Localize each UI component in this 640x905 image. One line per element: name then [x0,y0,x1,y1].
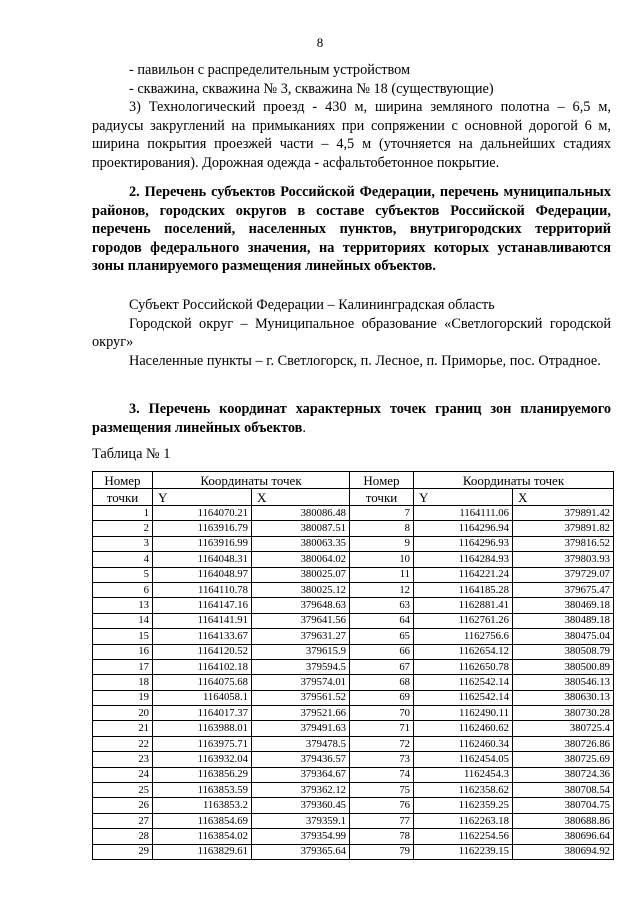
table-row [93,567,614,582]
x-coordinate-cell: 379354.99 [252,829,350,844]
header-coords: Координаты точек [153,472,350,489]
point-number-cell: 67 [350,659,414,674]
x-coordinate-cell: 379364.67 [252,767,350,782]
x-coordinate-cell: 379641.56 [252,613,350,628]
y-coordinate-cell: 1162460.62 [414,721,513,736]
point-number-cell: 28 [93,829,153,844]
y-coordinate-cell: 1163932.04 [153,752,252,767]
y-coordinate-cell: 1163916.79 [153,521,252,536]
y-coordinate-cell: 1164110.78 [153,582,252,597]
x-coordinate-cell: 380489.18 [513,613,614,628]
x-coordinate-cell: 379803.93 [513,552,614,567]
y-coordinate-cell: 1162650.78 [414,659,513,674]
point-number-cell: 27 [93,813,153,828]
point-number-cell: 78 [350,829,414,844]
point-number-cell: 6 [93,582,153,597]
header-y: Y [153,489,252,506]
y-coordinate-cell: 1164075.68 [153,675,252,690]
point-number-cell: 15 [93,629,153,644]
x-coordinate-cell: 379574.01 [252,675,350,690]
point-number-cell: 70 [350,706,414,721]
y-coordinate-cell: 1164017.37 [153,706,252,721]
y-coordinate-cell: 1164048.97 [153,567,252,582]
point-number-cell: 9 [350,536,414,551]
x-coordinate-cell: 380688.86 [513,813,614,828]
y-coordinate-cell: 1163854.02 [153,829,252,844]
y-coordinate-cell: 1164141.91 [153,613,252,628]
y-coordinate-cell: 1162460.34 [414,736,513,751]
x-coordinate-cell: 380730.28 [513,706,614,721]
x-coordinate-cell: 380708.54 [513,783,614,798]
point-number-cell: 74 [350,767,414,782]
x-coordinate-cell: 380725.4 [513,721,614,736]
point-number-cell: 26 [93,798,153,813]
point-number-cell: 24 [93,767,153,782]
header-number: Номер [350,472,414,489]
y-coordinate-cell: 1163853.59 [153,783,252,798]
district-line: Городской округ – Муниципальное образование «Светлогорский городской округ» [92,315,611,350]
point-number-cell: 29 [93,844,153,859]
y-coordinate-cell: 1164221.24 [414,567,513,582]
x-coordinate-cell: 380063.35 [252,536,350,551]
point-number-cell: 63 [350,598,414,613]
table-row [93,752,614,767]
x-coordinate-cell: 380025.07 [252,567,350,582]
point-number-cell: 22 [93,736,153,751]
x-coordinate-cell: 379478.5 [252,736,350,751]
x-coordinate-cell: 380725.69 [513,752,614,767]
x-coordinate-cell: 380726.86 [513,736,614,751]
point-number-cell: 10 [350,552,414,567]
y-coordinate-cell: 1164185.28 [414,582,513,597]
x-coordinate-cell: 379561.52 [252,690,350,705]
point-number-cell: 1 [93,506,153,521]
x-coordinate-cell: 380469.18 [513,598,614,613]
x-coordinate-cell: 380025.12 [252,582,350,597]
point-number-cell: 16 [93,644,153,659]
section3-heading: 3. Перечень координат характерных точек границ зон планируемого размещения линейных объектов [92,401,611,436]
y-coordinate-cell: 1164048.31 [153,552,252,567]
table-row [93,536,614,551]
y-coordinate-cell: 1164111.06 [414,506,513,521]
x-coordinate-cell: 379491.63 [252,721,350,736]
x-coordinate-cell: 380630.13 [513,690,614,705]
y-coordinate-cell: 1162239.15 [414,844,513,859]
point-number-cell: 73 [350,752,414,767]
section2-heading: 2. Перечень субъектов Российской Федерации, перечень муниципальных районов, городских округов в составе субъектов Российской Федерации, перечень поселений, населенных пунктов, внутригородских территорий городов федерального значения, на территориях которых устанавливаются зоны планируемого размещения линейных объектов. [92,184,611,274]
y-coordinate-cell: 1162881.41 [414,598,513,613]
header-point: точки [350,489,414,506]
y-coordinate-cell: 1164120.52 [153,644,252,659]
territory-block [92,296,611,370]
point-number-cell: 65 [350,629,414,644]
x-coordinate-cell: 379360.45 [252,798,350,813]
y-coordinate-cell: 1162254.56 [414,829,513,844]
table-row [93,644,614,659]
x-coordinate-cell: 379675.47 [513,582,614,597]
settlements-line: Населенные пункты – г. Светлогорск, п. Лесное, п. Приморье, пос. Отрадное. [129,352,601,369]
y-coordinate-cell: 1164147.16 [153,598,252,613]
point-number-cell: 2 [93,521,153,536]
x-coordinate-cell: 379729.07 [513,567,614,582]
table-caption: Таблица № 1 [92,446,171,462]
table-row [93,613,614,628]
y-coordinate-cell: 1163854.69 [153,813,252,828]
header-x: X [513,489,614,506]
y-coordinate-cell: 1162542.14 [414,675,513,690]
y-coordinate-cell: 1163853.2 [153,798,252,813]
point-number-cell: 8 [350,521,414,536]
table-row [93,521,614,536]
y-coordinate-cell: 1163975.71 [153,736,252,751]
point-number-cell: 13 [93,598,153,613]
table-row [93,813,614,828]
x-coordinate-cell: 379648.63 [252,598,350,613]
y-coordinate-cell: 1162263.18 [414,813,513,828]
x-coordinate-cell: 379891.42 [513,506,614,521]
y-coordinate-cell: 1164070.21 [153,506,252,521]
x-coordinate-cell: 379594.5 [252,659,350,674]
point-number-cell: 5 [93,567,153,582]
table-row [93,506,614,521]
point-number-cell: 21 [93,721,153,736]
y-coordinate-cell: 1162454.3 [414,767,513,782]
table-row [93,582,614,597]
table-row [93,706,614,721]
y-coordinate-cell: 1164296.94 [414,521,513,536]
table-row [93,552,614,567]
table-row [93,629,614,644]
table-row [93,798,614,813]
header-y: Y [414,489,513,506]
page-number: 8 [316,35,324,50]
table-row [93,767,614,782]
x-coordinate-cell: 380696.64 [513,829,614,844]
x-coordinate-cell: 379436.57 [252,752,350,767]
y-coordinate-cell: 1164058.1 [153,690,252,705]
point-number-cell: 4 [93,552,153,567]
intro-block [92,61,611,172]
x-coordinate-cell: 379631.27 [252,629,350,644]
x-coordinate-cell: 380508.79 [513,644,614,659]
point-number-cell: 71 [350,721,414,736]
y-coordinate-cell: 1164296.93 [414,536,513,551]
header-number: Номер [93,472,153,489]
point-number-cell: 69 [350,690,414,705]
y-coordinate-cell: 1163988.01 [153,721,252,736]
point-number-cell: 77 [350,813,414,828]
header-coords: Координаты точек [414,472,614,489]
x-coordinate-cell: 379362.12 [252,783,350,798]
table-row [93,675,614,690]
point-number-cell: 17 [93,659,153,674]
point-number-cell: 23 [93,752,153,767]
y-coordinate-cell: 1162358.62 [414,783,513,798]
x-coordinate-cell: 379615.9 [252,644,350,659]
y-coordinate-cell: 1162756.6 [414,629,513,644]
table-row [93,690,614,705]
x-coordinate-cell: 380087.51 [252,521,350,536]
table-row [93,829,614,844]
section3-heading-block [92,400,611,437]
point-number-cell: 7 [350,506,414,521]
point-number-cell: 3 [93,536,153,551]
y-coordinate-cell: 1163916.99 [153,536,252,551]
y-coordinate-cell: 1163829.61 [153,844,252,859]
point-number-cell: 68 [350,675,414,690]
point-number-cell: 18 [93,675,153,690]
x-coordinate-cell: 379816.52 [513,536,614,551]
header-point: точки [93,489,153,506]
x-coordinate-cell: 379359.1 [252,813,350,828]
x-coordinate-cell: 379891.82 [513,521,614,536]
list-item: - скважина, скважина № 3, скважина № 18 (существующие) [129,80,494,97]
y-coordinate-cell: 1164102.18 [153,659,252,674]
x-coordinate-cell: 380694.92 [513,844,614,859]
y-coordinate-cell: 1163856.29 [153,767,252,782]
y-coordinate-cell: 1162359.25 [414,798,513,813]
point-number-cell: 20 [93,706,153,721]
point-number-cell: 19 [93,690,153,705]
y-coordinate-cell: 1162761.26 [414,613,513,628]
point-number-cell: 14 [93,613,153,628]
table-row [93,659,614,674]
x-coordinate-cell: 380064.02 [252,552,350,567]
y-coordinate-cell: 1162490.11 [414,706,513,721]
point-number-cell: 25 [93,783,153,798]
table-row [93,721,614,736]
point-number-cell: 75 [350,783,414,798]
point-number-cell: 76 [350,798,414,813]
point-number-cell: 66 [350,644,414,659]
y-coordinate-cell: 1162542.14 [414,690,513,705]
y-coordinate-cell: 1164133.67 [153,629,252,644]
x-coordinate-cell: 380475.04 [513,629,614,644]
x-coordinate-cell: 379521.66 [252,706,350,721]
table-row [93,598,614,613]
header-x: X [252,489,350,506]
point-number-cell: 72 [350,736,414,751]
y-coordinate-cell: 1162454.05 [414,752,513,767]
y-coordinate-cell: 1162654.12 [414,644,513,659]
table-row [93,844,614,859]
point-number-cell: 11 [350,567,414,582]
section3-period: . [302,419,306,436]
subject-line: Субъект Российской Федерации – Калининградская область [129,297,495,313]
x-coordinate-cell: 380546.13 [513,675,614,690]
x-coordinate-cell: 380724.36 [513,767,614,782]
x-coordinate-cell: 380704.75 [513,798,614,813]
road-paragraph: 3) Технологический проезд - 430 м, ширина земляного полотна – 6,5 м, радиусы закруглений на примыканиях при сопряжении с основной дорогой 6 м, ширина покрытия проезжей части – 4,5 м (уточняется на дальнейших стадиях проектирования). Дорожная одежда - асфальтобетонное покрытие. [92,99,611,171]
coordinates-table [92,471,614,860]
table-row [93,736,614,751]
point-number-cell: 79 [350,844,414,859]
table-body [93,506,614,860]
point-number-cell: 64 [350,613,414,628]
list-item: - павильон с распределительным устройством [129,62,411,78]
x-coordinate-cell: 379365.64 [252,844,350,859]
y-coordinate-cell: 1164284.93 [414,552,513,567]
point-number-cell: 12 [350,582,414,597]
x-coordinate-cell: 380086.48 [252,506,350,521]
table-row [93,783,614,798]
x-coordinate-cell: 380500.89 [513,659,614,674]
